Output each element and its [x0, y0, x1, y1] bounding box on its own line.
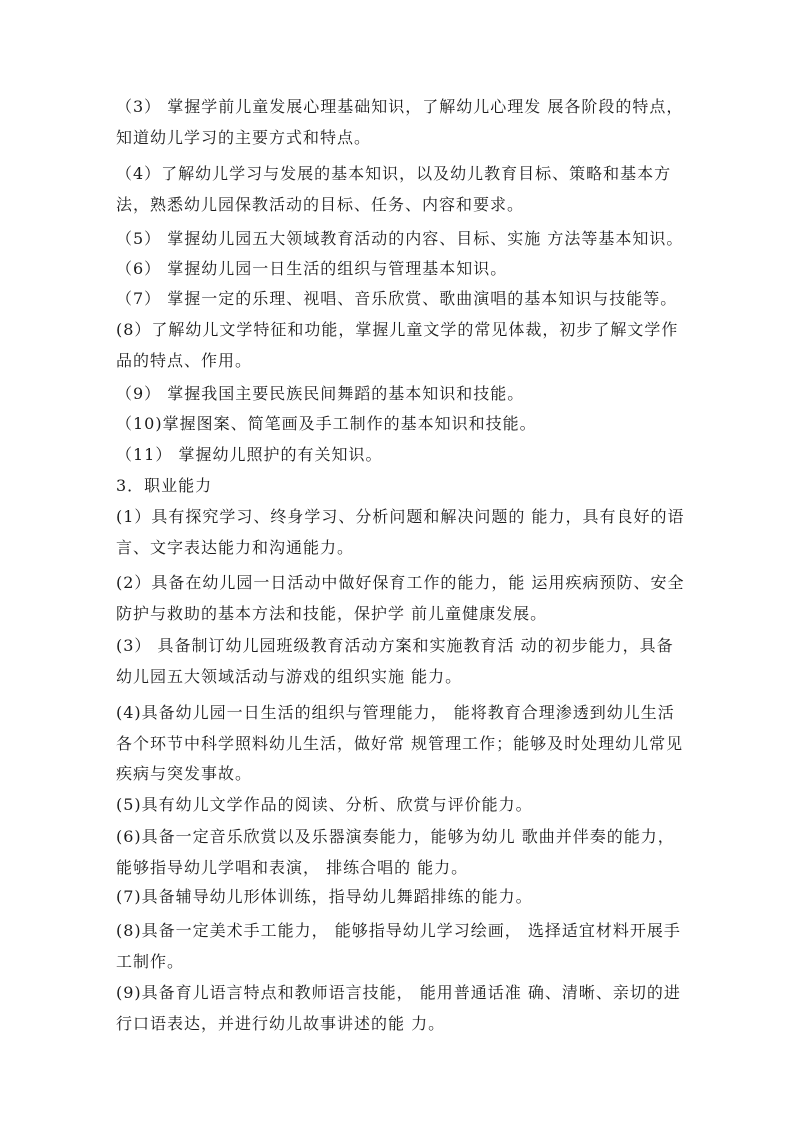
knowledge-item-5: （5） 掌握幼儿园五大领域教育活动的内容、目标、实施 方法等基本知识。	[116, 229, 684, 248]
knowledge-item-7: （7） 掌握一定的乐理、视唱、音乐欣赏、歌曲演唱的基本知识与技能等。	[116, 289, 678, 308]
ability-item-4: (4)具备幼儿园一日生活的组织与管理能力， 能将教育合理渗透到幼儿生活各个环节中科学照料幼儿生活，做好常 规管理工作；能够及时处理幼儿常见疾病与突发事故。	[116, 703, 684, 783]
ability-item-2: (2）具备在幼儿园一日活动中做好保育工作的能力，能 运用疾病预防、安全防护与救助的基本方法和技能，保护学 前儿童健康发展。	[116, 573, 685, 623]
ability-item-7: (7)具备辅导幼儿形体训练，指导幼儿舞蹈排练的能力。	[116, 887, 533, 906]
knowledge-item-3: （3） 掌握学前儿童发展心理基础知识，了解幼儿心理发 展各阶段的特点， 知道幼儿学习的主要方式和特点。	[116, 97, 684, 147]
ability-item-8: (8)具备一定美术手工能力， 能够指导幼儿学习绘画， 选择适宜材料开展手工制作。	[116, 921, 681, 971]
knowledge-item-6: （6） 掌握幼儿园一日生活的组织与管理基本知识。	[116, 259, 508, 278]
ability-item-5: (5)具有幼儿文学作品的阅读、分析、欣赏与评价能力。	[116, 795, 533, 814]
ability-item-3: (3） 具备制订幼儿园班级教育活动方案和实施教育活 动的初步能力，具备幼儿园五大领域活动与游戏的组织实施 能力。	[116, 636, 674, 686]
knowledge-item-4: （4）了解幼儿学习与发展的基本知识，以及幼儿教育目标、策略和基本方法，熟悉幼儿园保教活动的目标、任务、内容和要求。	[116, 164, 672, 214]
ability-item-9: (9)具备育儿语言特点和教师语言技能， 能用普通话准 确、清晰、亲切的进行口语表达，并进行幼儿故事讲述的能 力。	[116, 983, 681, 1033]
knowledge-item-8: (8）了解幼儿文学特征和功能，掌握儿童文学的常见体裁，初步了解文学作品的特点、作用。	[116, 320, 679, 370]
ability-item-6: (6)具备一定音乐欣赏以及乐器演奏能力，能够为幼儿 歌曲并伴奏的能力，能够指导幼儿学唱和表演， 排练合唱的 能力。	[116, 827, 675, 877]
section-heading: 3．职业能力	[116, 476, 213, 495]
knowledge-item-10: （10)掌握图案、简笔画及手工制作的基本知识和技能。	[116, 414, 537, 433]
knowledge-item-11: （11） 掌握幼儿照护的有关知识。	[116, 445, 383, 464]
ability-item-1: (1）具有探究学习、终身学习、分析问题和解决问题的 能力，具有良好的语言、文字表达能力和沟通能力。	[116, 507, 685, 557]
knowledge-item-9: （9） 掌握我国主要民族民间舞蹈的基本知识和技能。	[116, 384, 525, 403]
